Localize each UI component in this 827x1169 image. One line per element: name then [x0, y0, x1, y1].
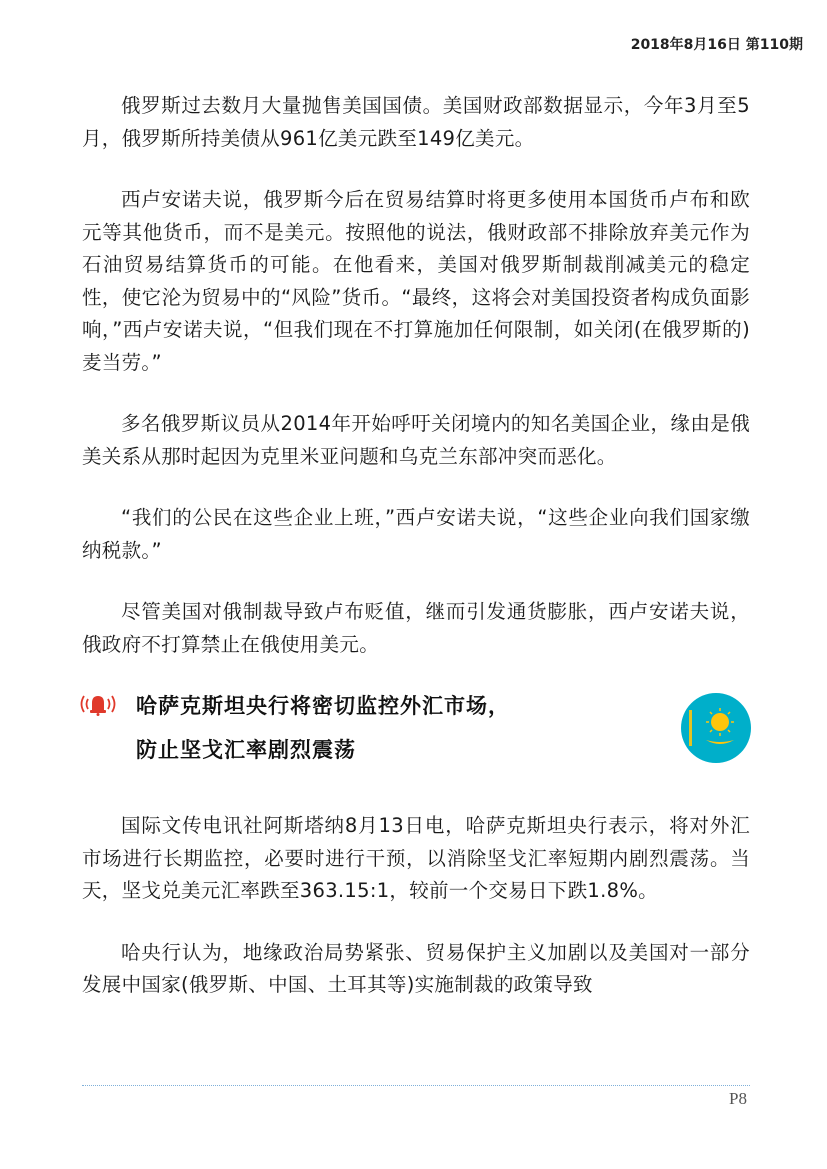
- kazakhstan-flag-icon: [680, 692, 752, 764]
- paragraph: 俄罗斯过去数月大量抛售美国国债。美国财政部数据显示，今年3月至5月，俄罗斯所持美债从961亿美元跌至149亿美元。: [82, 94, 750, 150]
- paragraph: 西卢安诺夫说，俄罗斯今后在贸易结算时将更多使用本国货币卢布和欧元等其他货币，而不是美元。按照他的说法，俄财政部不排除放弃美元作为石油贸易结算货币的可能。在他看来，美国对俄罗斯制裁削减美元的稳定性，使它沦为贸易中的“风险”货币。“最终，这将会对美国投资者构成负面影响，”西卢安诺夫说，“但我们现在不打算施加任何限制，如关闭(在俄罗斯的)麦当劳。”: [82, 188, 750, 374]
- alarm-bell-icon: [78, 692, 118, 716]
- paragraph: 多名俄罗斯议员从2014年开始呼吁关闭境内的知名美国企业，缘由是俄美关系从那时起因为克里米亚问题和乌克兰东部冲突而恶化。: [82, 412, 750, 468]
- page-number: P8: [729, 1089, 747, 1108]
- footer-divider: [82, 1085, 750, 1086]
- article-body: [82, 90, 750, 1031]
- section-title-line1: 哈萨克斯坦央行将密切监控外汇市场，: [136, 694, 510, 718]
- paragraph: “我们的公民在这些企业上班，”西卢安诺夫说，“这些企业向我们国家缴纳税款。”: [82, 506, 750, 562]
- paragraph: 国际文传电讯社阿斯塔纳8月13日电，哈萨克斯坦央行表示，将对外汇市场进行长期监控，必要时进行干预，以消除坚戈汇率短期内剧烈震荡。当天，坚戈兑美元汇率跌至363.15:1，较前一个交易日下跌1.8%。: [82, 814, 750, 902]
- section-title-line2: 防止坚戈汇率剧烈震荡: [136, 738, 356, 762]
- paragraph: 尽管美国对俄制裁导致卢布贬值，继而引发通货膨胀，西卢安诺夫说，俄政府不打算禁止在俄使用美元。: [82, 600, 750, 656]
- issue-date-header: 2018年8月16日 第110期: [630, 37, 803, 53]
- section-heading: [82, 688, 750, 788]
- paragraph: 哈央行认为，地缘政治局势紧张、贸易保护主义加剧以及美国对一部分发展中国家(俄罗斯、中国、土耳其等)实施制裁的政策导致: [82, 940, 750, 996]
